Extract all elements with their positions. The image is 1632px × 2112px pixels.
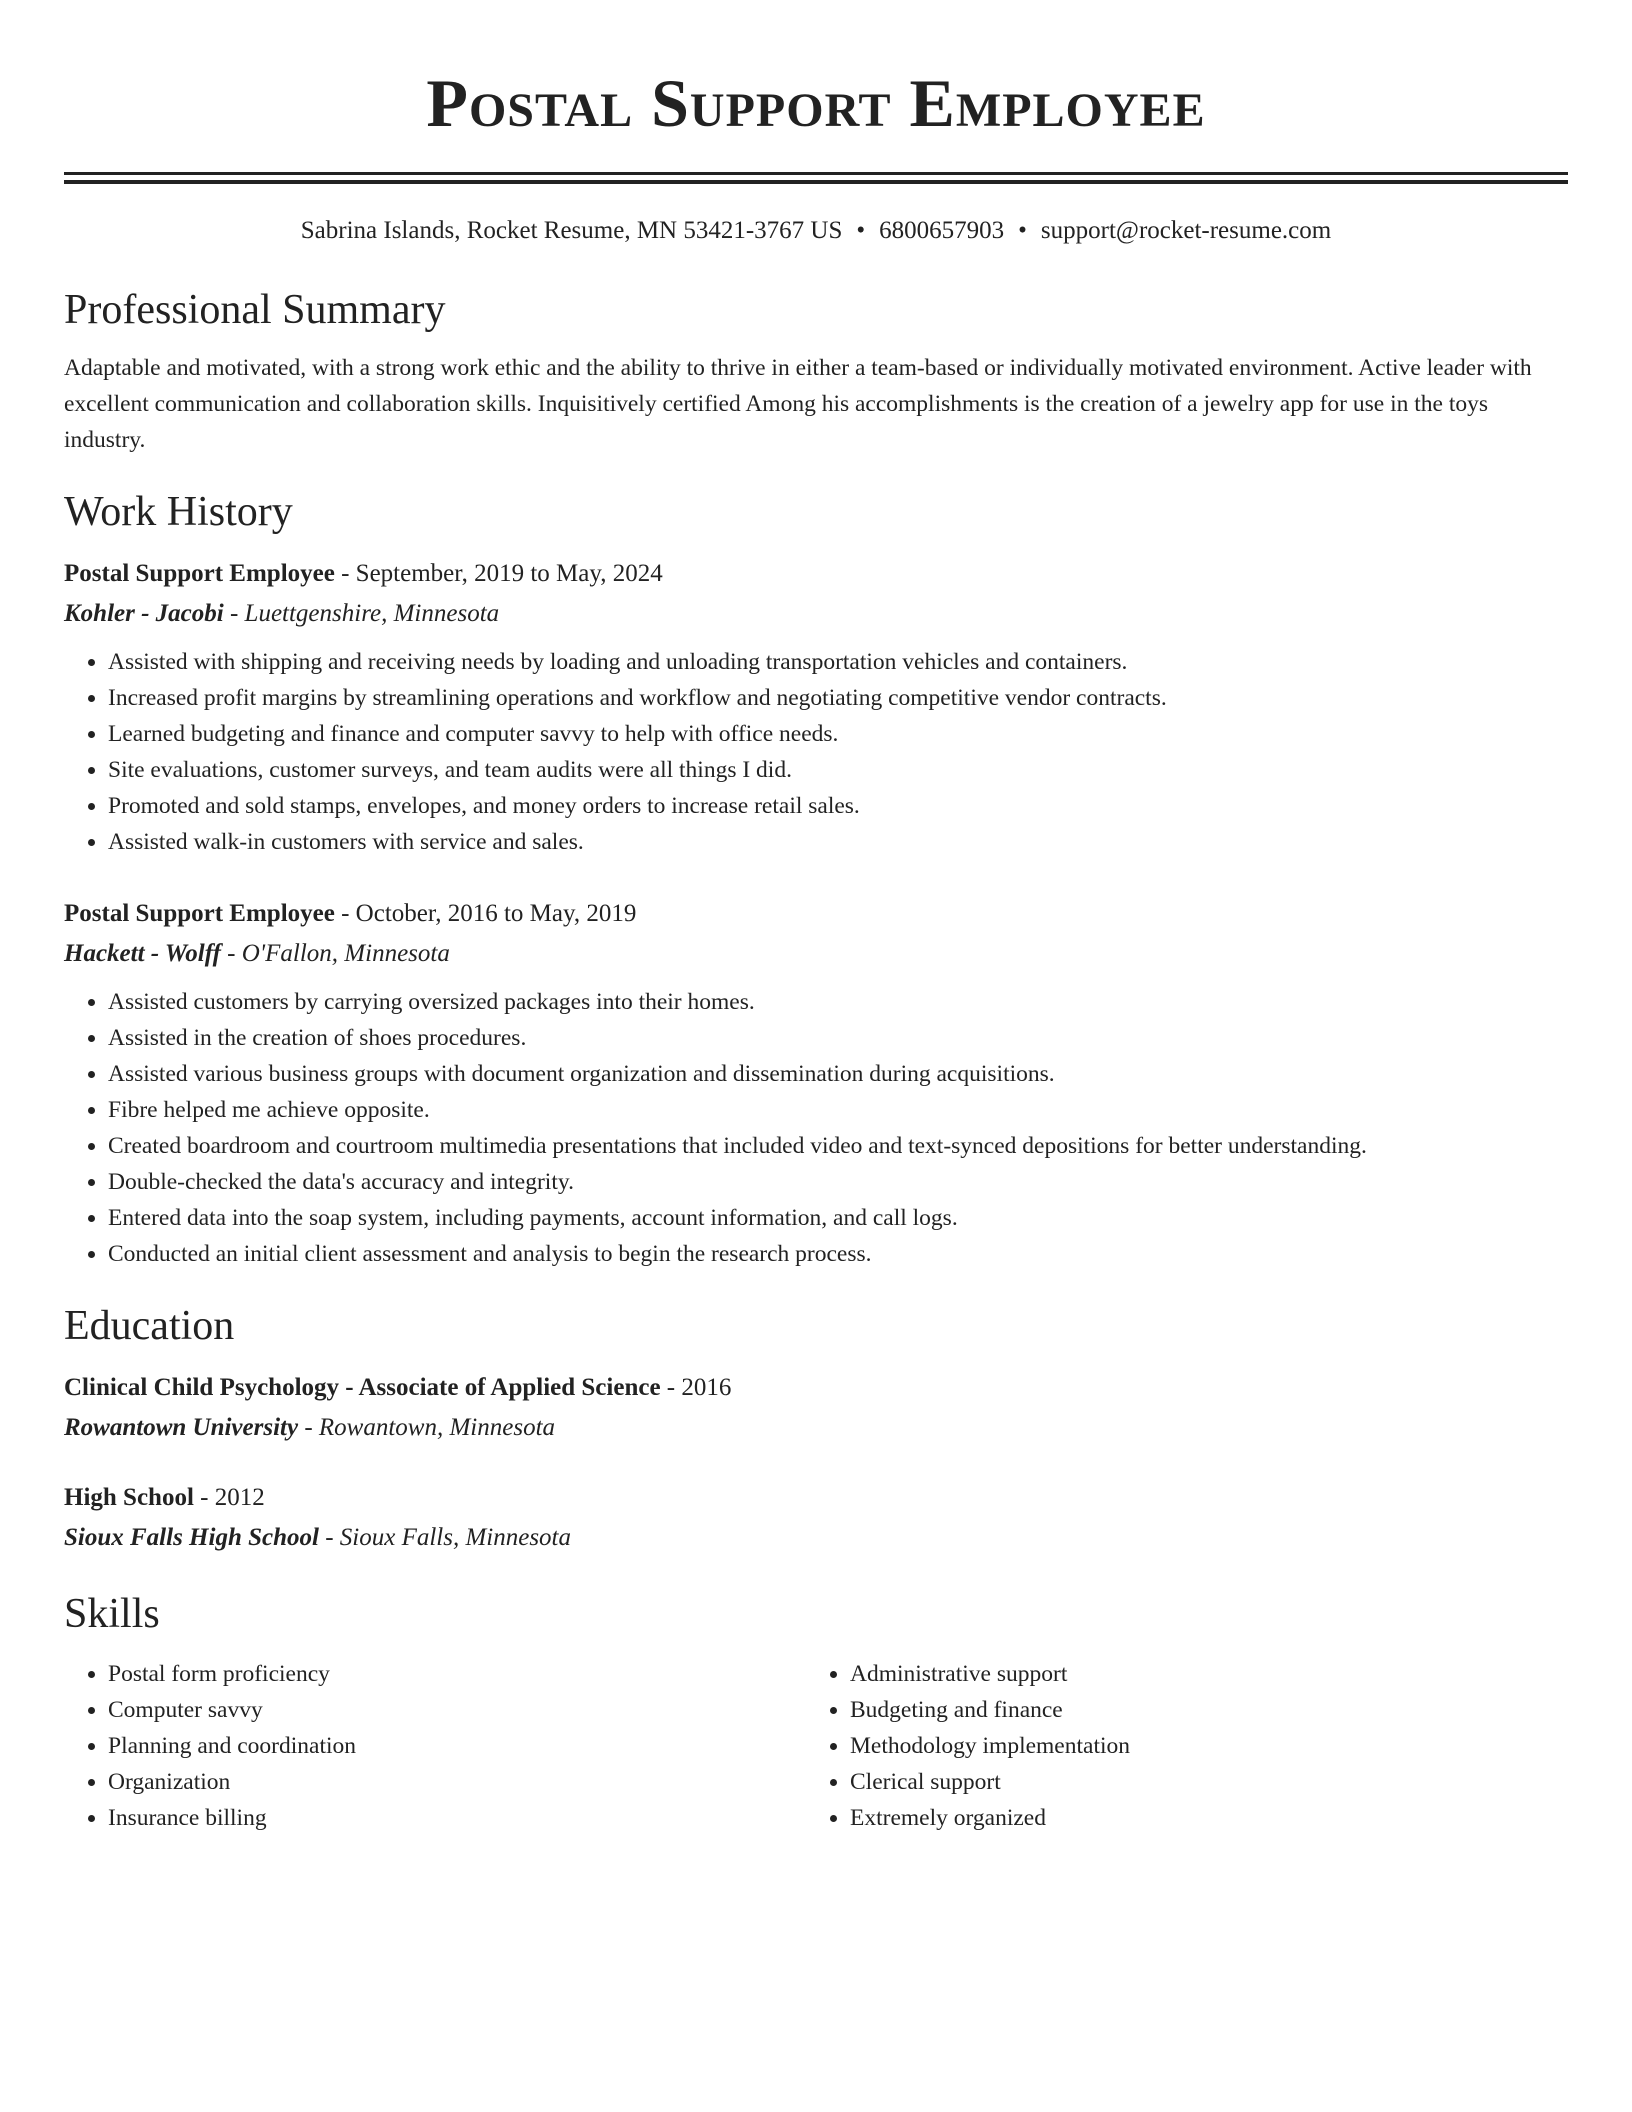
- list-item: • Conducted an initial client assessment and analysis to begin the research process.: [108, 1236, 1568, 1272]
- skill-item: • Administrative support: [850, 1656, 1568, 1692]
- education-school-line: [64, 1518, 1568, 1558]
- job-dates: - September, 2019 to May, 2024: [334, 560, 663, 587]
- list-item: • Learned budgeting and finance and computer savvy to help with office needs.: [108, 716, 1568, 752]
- list-item: • Site evaluations, customer surveys, and team audits were all things I did.: [108, 752, 1568, 788]
- education-entry: [64, 1368, 1568, 1448]
- job-dates: - October, 2016 to May, 2019: [334, 900, 637, 927]
- skill-item: • Insurance billing: [108, 1800, 806, 1836]
- contact-separator: •: [1018, 217, 1027, 244]
- job-employer: [64, 594, 1568, 634]
- job-location: - O'Fallon, Minnesota: [220, 940, 450, 967]
- education-school: Sioux Falls High School: [64, 1524, 319, 1551]
- skill-item: • Postal form proficiency: [108, 1656, 806, 1692]
- job-bullets: [64, 984, 1568, 1272]
- job-location: - Luettgenshire, Minnesota: [223, 600, 500, 627]
- contact-line: [64, 214, 1568, 248]
- education-school-line: [64, 1408, 1568, 1448]
- list-item: • Increased profit margins by streamlining operations and workflow and negotiating competitive vendor contracts.: [108, 680, 1568, 716]
- list-item: • Created boardroom and courtroom multimedia presentations that included video and text-synced depositions for better understanding.: [108, 1128, 1568, 1164]
- job-header: [64, 554, 1568, 594]
- education-entry: [64, 1478, 1568, 1558]
- education-header: [64, 1368, 1568, 1408]
- job-company: Hackett - Wolff: [64, 940, 221, 967]
- skill-item: • Clerical support: [850, 1764, 1568, 1800]
- education-degree: High School: [64, 1484, 194, 1511]
- job-entry: [64, 894, 1568, 1272]
- list-item: • Assisted customers by carrying oversized packages into their homes.: [108, 984, 1568, 1020]
- job-bullets: [64, 644, 1568, 860]
- skill-item: • Organization: [108, 1764, 806, 1800]
- summary-text: Adaptable and motivated, with a strong work ethic and the ability to thrive in either a team-based or individually motivated environment. Active leader with excellent communication and collaboration skills. Inquisitively certified Among his accomplishments is the creation of a jewelry app for use in the toys industry.: [64, 355, 1532, 453]
- list-item: • Assisted with shipping and receiving needs by loading and unloading transportation vehicles and containers.: [108, 644, 1568, 680]
- job-title: Postal Support Employee: [64, 560, 335, 587]
- education-degree: Clinical Child Psychology - Associate of Applied Science: [64, 1374, 661, 1401]
- job-header: [64, 894, 1568, 934]
- work-history-heading: Work History: [64, 489, 293, 535]
- list-item: • Double-checked the data's accuracy and integrity.: [108, 1164, 1568, 1200]
- education-year: - 2016: [660, 1374, 732, 1401]
- job-title: Postal Support Employee: [64, 900, 335, 927]
- resume-title: Postal Support Employee: [426, 65, 1206, 141]
- contact-address: Sabrina Islands, Rocket Resume, MN 53421-3767 US: [300, 217, 843, 244]
- skill-item: • Methodology implementation: [850, 1728, 1568, 1764]
- contact-separator: •: [856, 217, 866, 244]
- skills-heading: Skills: [64, 1591, 160, 1637]
- job-employer: [64, 934, 1568, 974]
- list-item: • Assisted in the creation of shoes procedures.: [108, 1020, 1568, 1056]
- title-divider: [64, 172, 1568, 184]
- skills-list: [64, 1656, 1568, 1836]
- skill-item: • Extremely organized: [850, 1800, 1568, 1836]
- education-location: - Rowantown, Minnesota: [298, 1414, 556, 1441]
- list-item: • Assisted various business groups with document organization and dissemination during acquisitions.: [108, 1056, 1568, 1092]
- list-item: • Fibre helped me achieve opposite.: [108, 1092, 1568, 1128]
- education-school: Rowantown University: [64, 1414, 299, 1441]
- list-item: • Promoted and sold stamps, envelopes, and money orders to increase retail sales.: [108, 788, 1568, 824]
- job-entry: [64, 554, 1568, 860]
- job-company: Kohler - Jacobi: [64, 600, 224, 627]
- education-year: - 2012: [193, 1484, 265, 1511]
- education-heading: Education: [64, 1303, 235, 1349]
- education-location: - Sioux Falls, Minnesota: [318, 1524, 572, 1551]
- education-header: [64, 1478, 1568, 1518]
- skill-item: • Budgeting and finance: [850, 1692, 1568, 1728]
- skills-column-left: [64, 1656, 806, 1836]
- list-item: • Entered data into the soap system, including payments, account information, and call logs.: [108, 1200, 1568, 1236]
- contact-email: support@rocket-resume.com: [1040, 217, 1332, 244]
- list-item: • Assisted walk-in customers with service and sales.: [108, 824, 1568, 860]
- skill-item: • Computer savvy: [108, 1692, 806, 1728]
- summary-heading: Professional Summary: [64, 287, 446, 333]
- skill-item: • Planning and coordination: [108, 1728, 806, 1764]
- skills-column-right: [806, 1656, 1568, 1836]
- contact-phone: 6800657903: [879, 217, 1005, 244]
